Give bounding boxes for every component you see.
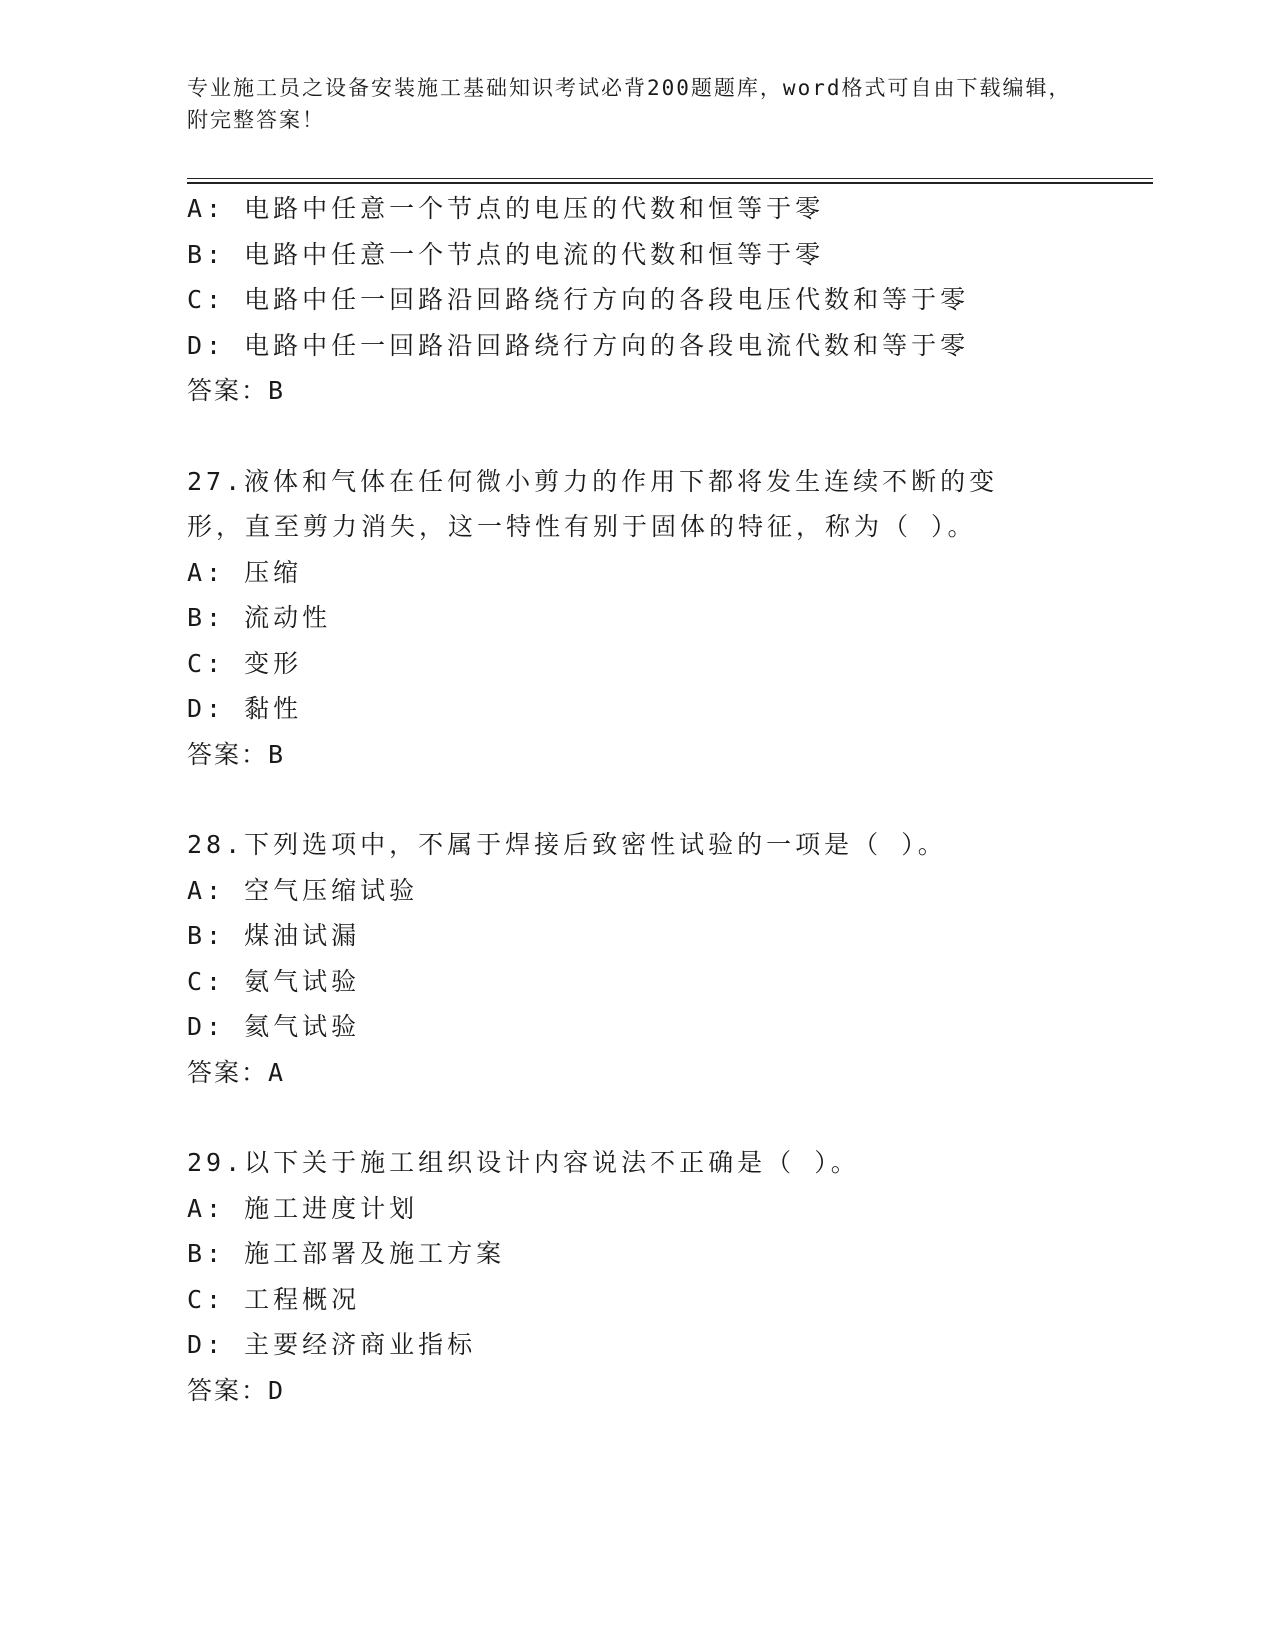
option-c: C: 氨气试验 [187,966,361,996]
answer-line: 答案：D [187,1375,286,1405]
option-b: B: 施工部署及施工方案 [187,1239,506,1268]
option-b: B: 电路中任意一个节点的电流的代数和恒等于零 [187,239,825,269]
option-a: A: 电路中任意一个节点的电压的代数和恒等于零 [187,194,825,223]
option-d: D: 主要经济商业指标 [187,1330,477,1359]
header-divider-thin [187,178,1153,179]
option-c: C: 变形 [187,648,303,678]
option-c: C: 工程概况 [187,1284,361,1314]
question-text: 29.以下关于施工组织设计内容说法不正确是（ ）。 [187,1148,860,1177]
question-list [187,186,1107,1413]
answer-line: 答案：A [187,1057,286,1087]
question-26 [187,186,1107,414]
document-header: 专业施工员之设备安装施工基础知识考试必背200题题库，word格式可自由下载编辑，附完整答案！ [187,76,1072,132]
question-29 [187,1140,1107,1413]
option-d: D: 黏性 [187,694,303,723]
option-c: C: 电路中任一回路沿回路绕行方向的各段电压代数和等于零 [187,285,970,314]
header-divider-thick [187,182,1153,184]
answer-line: 答案：B [187,376,286,405]
question-27 [187,459,1107,778]
option-b: B: 煤油试漏 [187,921,361,950]
question-28 [187,822,1107,1095]
option-a: A: 压缩 [187,557,303,587]
option-d: D: 氦气试验 [187,1012,361,1041]
option-d: D: 电路中任一回路沿回路绕行方向的各段电流代数和等于零 [187,330,970,360]
option-b: B: 流动性 [187,603,332,632]
answer-line: 答案：B [187,739,286,769]
question-text: 28.下列选项中，不属于焊接后致密性试验的一项是（ ）。 [187,830,947,859]
question-text: 27.液体和气体在任何微小剪力的作用下都将发生连续不断的变形，直至剪力消失，这一特性有别于固体的特征，称为（ ）。 [187,466,999,541]
option-a: A: 施工进度计划 [187,1193,419,1223]
option-a: A: 空气压缩试验 [187,875,419,905]
